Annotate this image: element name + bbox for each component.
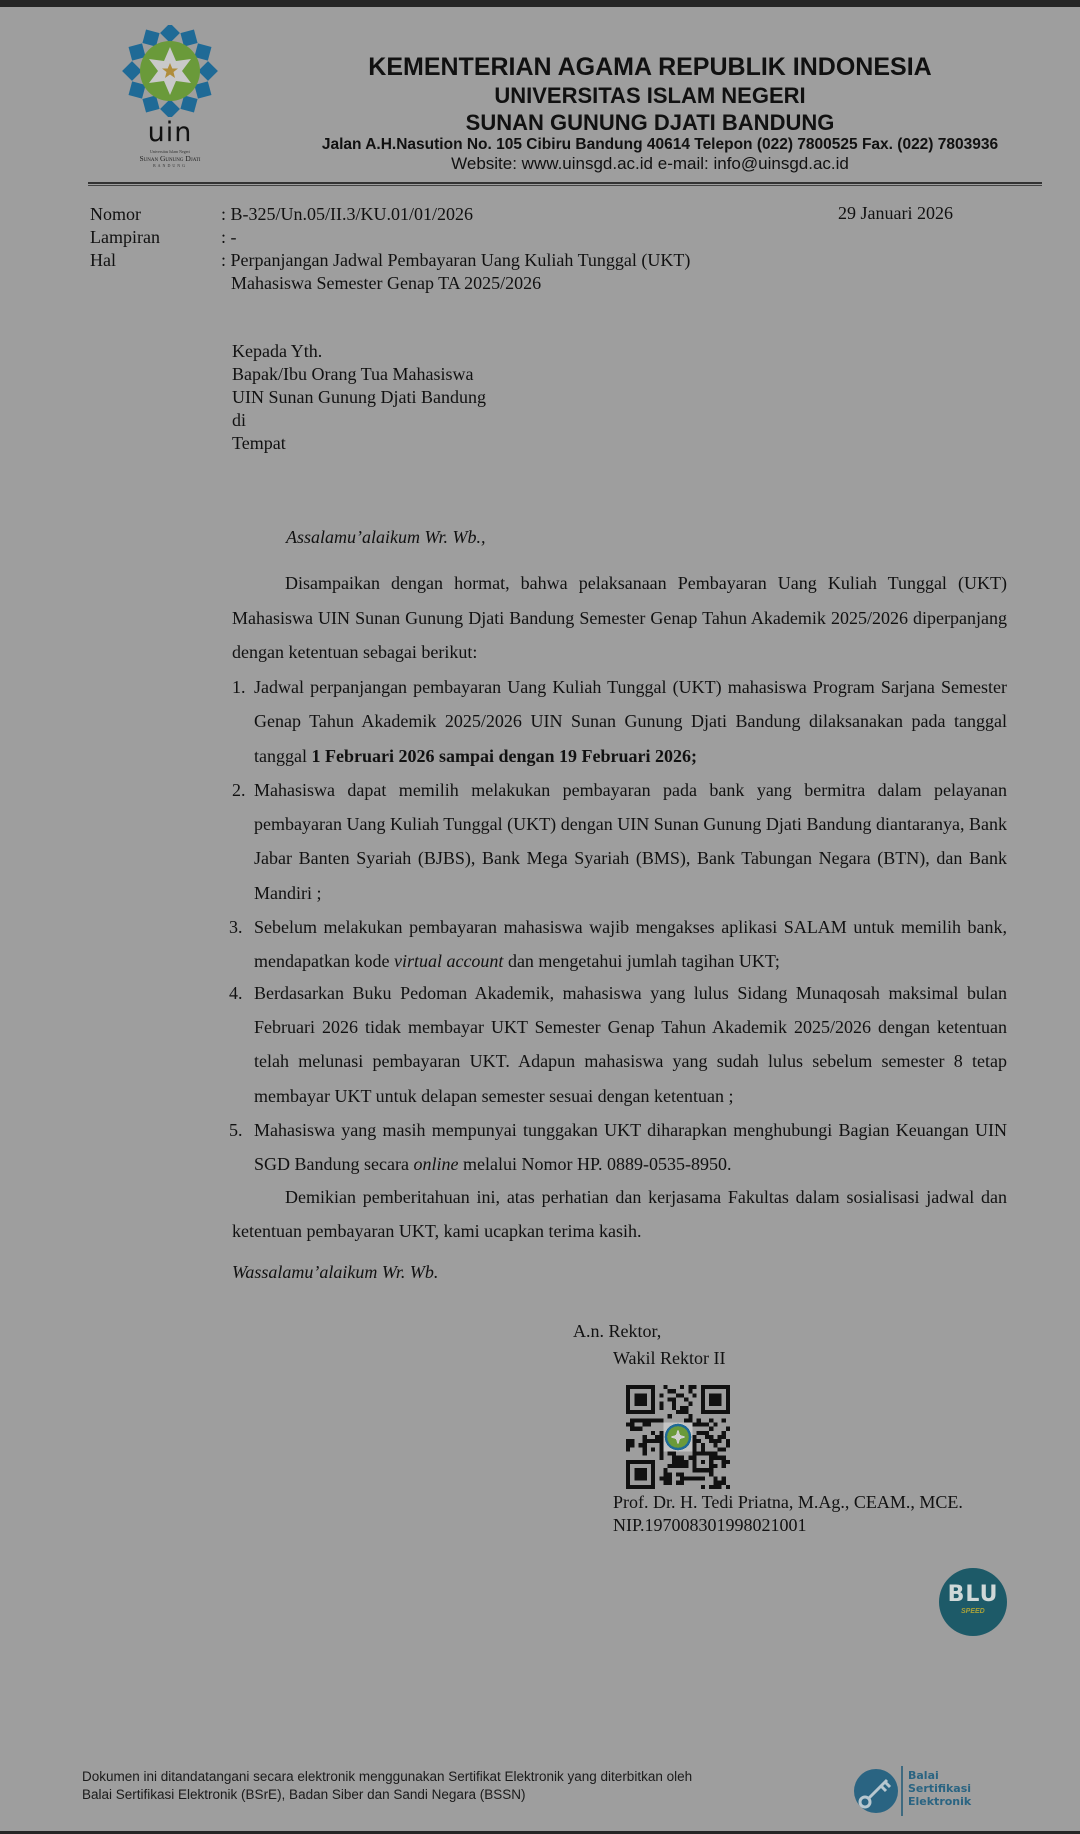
signature-on-behalf: A.n. Rektor, (573, 1321, 662, 1341)
payment-period: 1 Februari 2026 sampai dengan 19 Februari 2026; (311, 745, 697, 766)
list-item-text: Mahasiswa dapat memilih melakukan pembayaran pada bank yang bermitra dalam pelayanan pembayaran Uang Kuliah Tunggal (UKT) dengan UIN Sunan Gunung Djati Bandung diantaranya, Bank Jabar Banten Syariah (BJBS), Bank Mega Syariah (BMS), Bank Tabungan Negara (BTN), dan Bank Mandiri ; (254, 779, 1007, 903)
letter-date: 29 Januari 2026 (838, 203, 953, 223)
closing-greeting: Wassalamu’alaikum Wr. Wb. (232, 1262, 439, 1282)
letterhead-contact: Website: www.uinsgd.ac.id e-mail: info@uinsgd.ac.id (451, 154, 849, 173)
hal-value: : Perpanjangan Jadwal Pembayaran Uang Kuliah Tunggal (UKT) (221, 250, 691, 270)
letterhead-ministry: KEMENTERIAN AGAMA REPUBLIK INDONESIA (368, 53, 932, 81)
list-item-number: 3. (229, 917, 243, 938)
recipient-line: Tempat (232, 433, 286, 453)
list-item-number: 4. (229, 982, 243, 1003)
hal-value-continued: Mahasiswa Semester Genap TA 2025/2026 (231, 273, 542, 293)
nomor-label: Nomor (90, 204, 141, 224)
logo-subtitle-2: Sunan Gunung Djati (139, 154, 201, 163)
bsre-divider (901, 1766, 903, 1816)
logo-subtitle-1: Universitas Islam Negeri (150, 149, 190, 154)
lampiran-value: : - (221, 227, 237, 247)
lampiran-label: Lampiran (90, 227, 160, 247)
recipient-line: Kepada Yth. (232, 341, 323, 361)
recipient-block (232, 340, 486, 455)
list-item-number: 1. (232, 677, 246, 697)
list-item-text: Jadwal perpanjangan pembayaran Uang Kuliah Tunggal (UKT) mahasiswa Program Sarjana Semester Genap Tahun Akademik 2025/2026 UIN Sunan Gunung Djati Bandung dilaksanakan pada tanggal tanggal (254, 677, 1007, 766)
bsre-line: Balai (908, 1769, 939, 1782)
list-item (229, 1113, 1007, 1182)
signatory-name: Prof. Dr. H. Tedi Priatna, M.Ag., CEAM., MCE. (613, 1492, 963, 1512)
list-item (229, 910, 1007, 979)
logo-wordmark: uin (147, 117, 193, 148)
university-logo (115, 25, 225, 168)
recipient-line: UIN Sunan Gunung Djati Bandung (232, 387, 486, 407)
list-item (232, 773, 1007, 910)
list-item-text: dan mengetahui jumlah tagihan UKT; (503, 951, 780, 972)
list-item-text: Mahasiswa yang masih mempunyai tunggakan UKT diharapkan menghubungi Bagian Keuangan UIN SGD Bandung secara (254, 1119, 1007, 1175)
list-item-emphasis: virtual account (393, 951, 504, 972)
list-item-text: Berdasarkan Buku Pedoman Akademik, mahasiswa yang lulus Sidang Munaqosah maksimal bulan Februari 2026 tidak membayar UKT Semester Genap Tahun Akademik 2025/2026 dengan ketentuan telah melunasi pembayaran UKT. Adapun mahasiswa yang sudah lulus sebelum semester 8 tetap membayar UKT untuk delapan semester sesuai dengan ketentuan ; (254, 982, 1007, 1106)
qr-code-signature[interactable] (626, 1385, 730, 1489)
letterhead-university: UNIVERSITAS ISLAM NEGERI (494, 83, 806, 108)
list-item-number: 5. (229, 1119, 243, 1140)
list-item-text: Sebelum melakukan pembayaran mahasiswa wajib mengakses aplikasi SALAM untuk memilih bank, mendapatkan kode (254, 917, 1007, 972)
bsre-key-icon (853, 1768, 899, 1814)
list-item-number: 2. (232, 779, 246, 800)
esign-notice (82, 1768, 692, 1804)
signatory-nip: NIP.197008301998021001 (613, 1515, 807, 1535)
intro-paragraph: Disampaikan dengan hormat, bahwa pelaksanaan Pembayaran Uang Kuliah Tunggal (UKT) Mahasiswa UIN Sunan Gunung Djati Bandung Semester Genap Tahun Akademik 2025/2026 diperpanjang dengan ketentuan sebagai berikut: (232, 573, 1007, 662)
nomor-value: : B-325/Un.05/II.3/KU.01/01/2026 (221, 204, 473, 224)
opening-greeting: Assalamu’alaikum Wr. Wb., (286, 527, 486, 547)
uin-star-emblem-icon (118, 25, 222, 117)
list-item-text: melalui Nomor HP. 0889-0535-8950. (458, 1154, 732, 1175)
signature-position: Wakil Rektor II (613, 1348, 726, 1368)
blu-badge-title: BLU (947, 1582, 999, 1607)
esign-notice-line: Dokumen ini ditandatangani secara elektronik menggunakan Sertifikat Elektronik yang diterbitkan oleh (82, 1769, 693, 1784)
letterhead-address: Jalan A.H.Nasution No. 105 Cibiru Bandung 40614 Telepon (022) 7800525 Fax. (022) 7803936 (321, 136, 999, 153)
bsre-line: Elektronik (908, 1795, 972, 1808)
recipient-line: Bapak/Ibu Orang Tua Mahasiswa (232, 364, 474, 384)
letterhead-rule-thin (88, 185, 1042, 186)
logo-subtitle-3: BANDUNG (153, 163, 187, 168)
letterhead-rule-thick (88, 182, 1042, 184)
blu-badge-subtitle: SPEED (961, 1608, 985, 1615)
letterhead-campus: SUNAN GUNUNG DJATI BANDUNG (465, 110, 835, 135)
provisions-list (229, 670, 1007, 1181)
list-item-emphasis: online (413, 1154, 459, 1175)
recipient-line: di (232, 410, 247, 430)
bsre-logo (851, 1764, 1001, 1816)
list-item (232, 670, 1007, 773)
blu-speed-badge (939, 1568, 1007, 1636)
bsre-wordmark (908, 1769, 971, 1808)
closing-paragraph: Demikian pemberitahuan ini, atas perhatian dan kerjasama Fakultas dalam sosialisasi jadwal dan ketentuan pembayaran UKT, kami ucapkan terima kasih. (232, 1187, 1007, 1241)
esign-notice-line: Balai Sertifikasi Elektronik (BSrE), Badan Siber dan Sandi Negara (BSSN) (82, 1787, 526, 1802)
list-item (229, 976, 1007, 1113)
hal-label: Hal (90, 250, 116, 270)
top-edge-bar (0, 0, 1080, 7)
bsre-line: Sertifikasi (908, 1782, 972, 1795)
